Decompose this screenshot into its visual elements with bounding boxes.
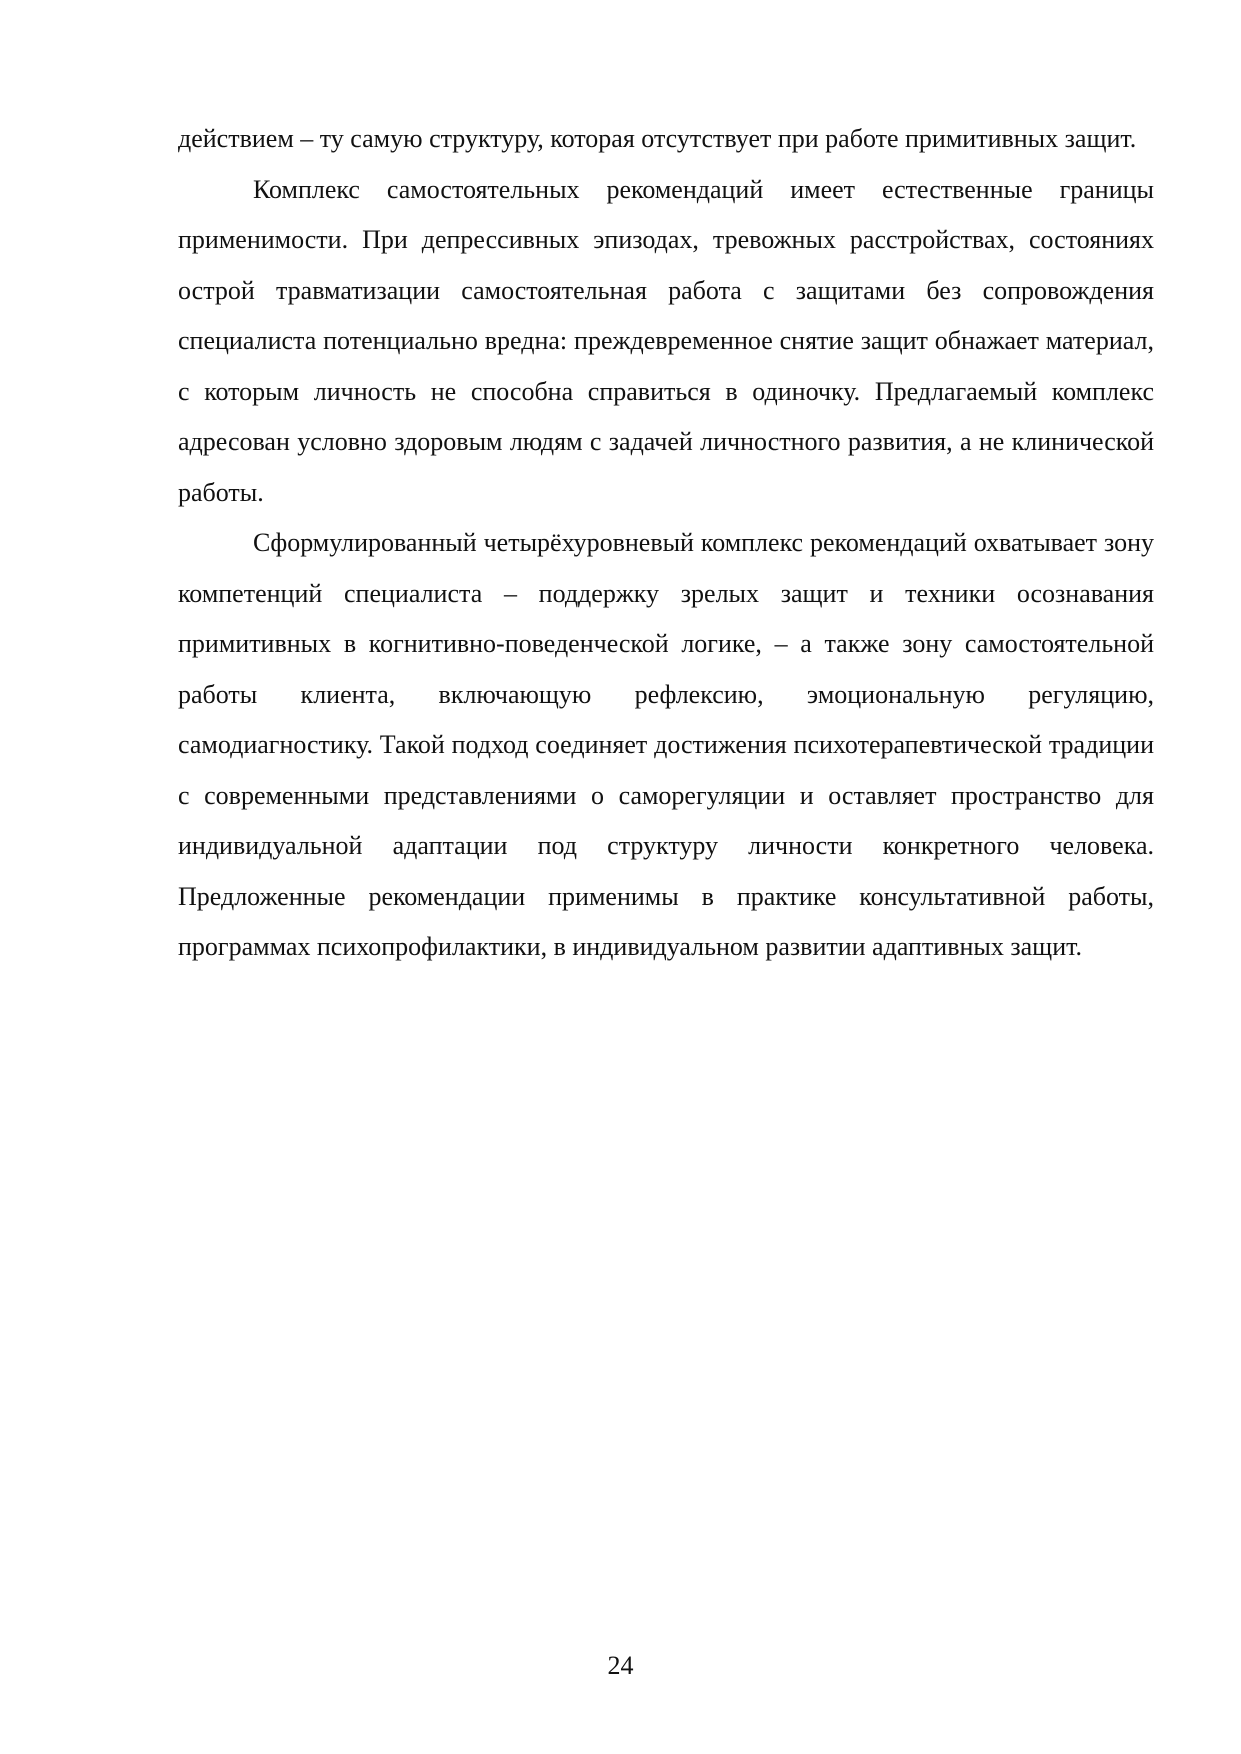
- paragraph-3: Сформулированный четырёхуровневый комплекс рекомендаций охватывает зону компетенций специалиста – поддержку зрелых защит и техники осознавания примитивных в когнитивно-поведенческой логике, – а также зону самостоятельной работы клиента, включающую рефлексию, эмоциональную регуляцию, самодиагностику. Такой подход соединяет достижения психотерапевтической традиции с современными представлениями о саморегуляции и оставляет пространство для индивидуальной адаптации под структуру личности конкретного человека. Предложенные рекомендации применимы в практике консультативной работы, программах психопрофилактики, в индивидуальном развитии адаптивных защит.: [178, 528, 1154, 961]
- paragraph-2: Комплекс самостоятельных рекомендаций имеет естественные границы применимости. При депрессивных эпизодах, тревожных расстройствах, состояниях острой травматизации самостоятельная работа с защитами без сопровождения специалиста потенциально вредна: преждевременное снятие защит обнажает материал, с которым личность не способна справиться в одиночку. Предлагаемый комплекс адресован условно здоровым людям с задачей личностного развития, а не клинической работы.: [178, 174, 1154, 507]
- body-text: [178, 114, 1154, 973]
- paragraph-1: действием – ту самую структуру, которая отсутствует при работе примитивных защит.: [178, 124, 1137, 153]
- page-number: 24: [607, 1651, 634, 1680]
